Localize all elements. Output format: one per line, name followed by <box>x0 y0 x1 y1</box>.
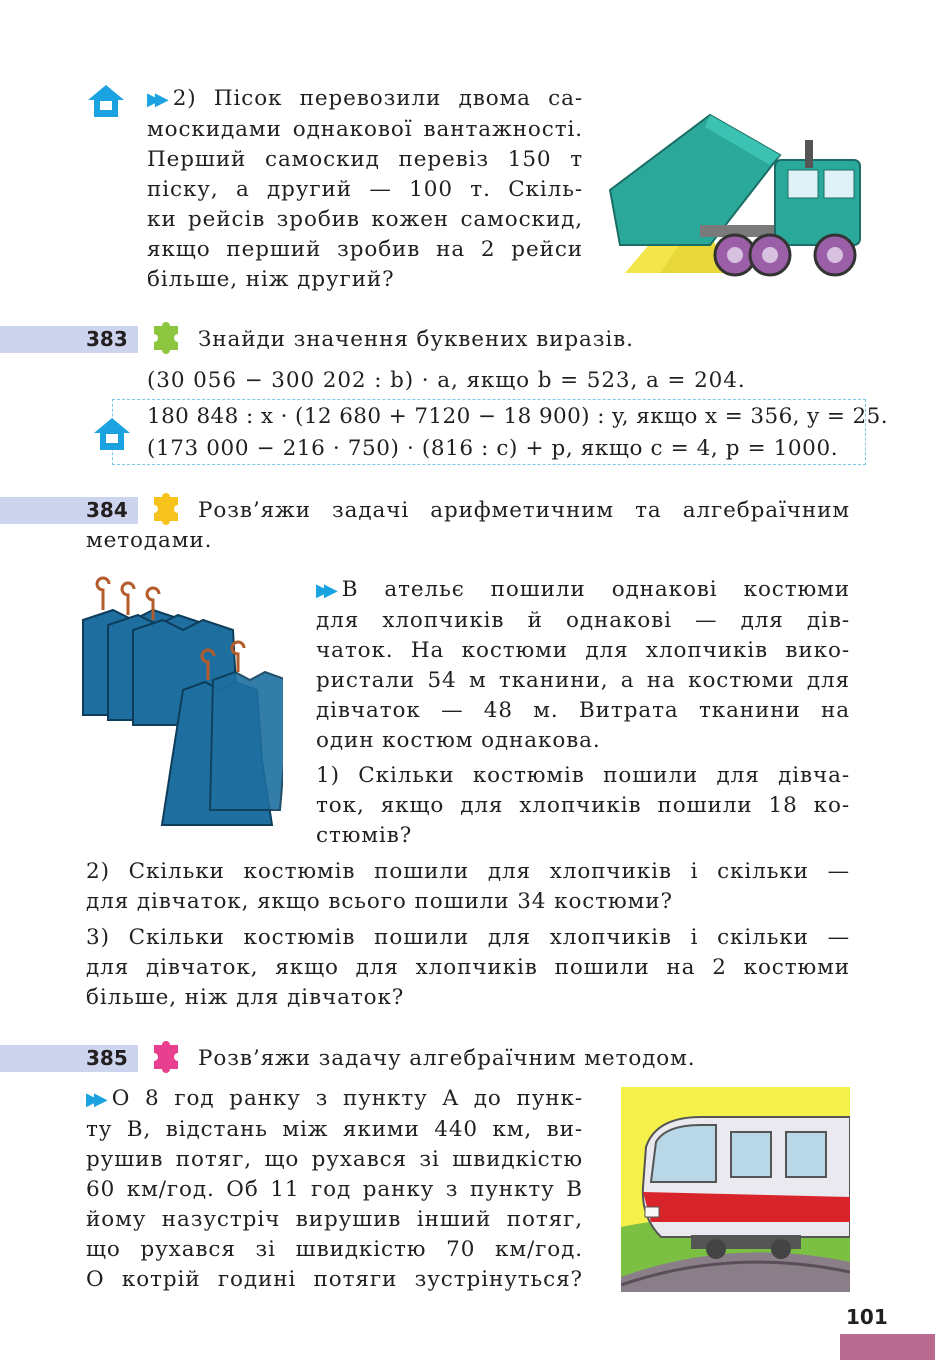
puzzle-green-icon <box>146 318 186 358</box>
task-383-expression-1: (30 056 − 300 202 : b) · a, якщо b = 523, a = 204. <box>147 368 746 393</box>
task-383-expression-3: (173 000 − 216 · 750) · (816 : c) + p, якщо c = 4, p = 1000. <box>147 436 839 461</box>
page-number: 101 <box>846 1305 888 1329</box>
dump-truck-illustration <box>600 95 865 285</box>
task-384-question-3: 3) Скільки костюмів пошили для хлопчиків і скільки — для дівчаток, якщо для хлопчиків пошили на 2 костюми більше, ніж для дівчаток? <box>86 925 850 1010</box>
task-384-title: Розв’яжи задачі арифметичним та алгебраїчним методами. <box>86 498 850 553</box>
task-385-title: Розв’яжи задачу алгебраїчним методом. <box>198 1046 696 1071</box>
double-arrow-icon: ▶▶ <box>147 89 163 110</box>
task-number: 384 <box>86 498 128 522</box>
task-383-title: Знайди значення буквених виразів. <box>198 327 634 352</box>
task-383-expression-2: 180 848 : x · (12 680 + 7120 − 18 900) : y, якщо x = 356, y = 25. <box>147 404 888 429</box>
task-384-question-1: 1) Скільки костюмів пошили для дівча- ток, якщо для хлопчиків пошили 18 ко- стюмів? <box>316 763 850 848</box>
train-illustration <box>621 1087 850 1292</box>
suits-illustration <box>78 575 283 840</box>
puzzle-pink-icon <box>146 1037 186 1077</box>
task-number: 383 <box>86 327 128 351</box>
task-2-text: ▶▶ 2) Пісок перевозили двома са- москидами однакової вантажності. Перший самоскид перевіз 150 т піску, а другий — 100 т. Скіль- ки рейсів зробив кожен самоскид, якщо перший зробив на 2 рейси більше, ніж другий? <box>147 86 583 292</box>
double-arrow-icon: ▶▶ <box>316 580 332 601</box>
task-384-intro: ▶▶ В ательє пошили однакові костюми для хлопчиків й однакові — для дів- чаток. На костюми для хлопчиків вико- ристали 54 м тканини, а на костюми для дівчаток — 48 м. Витрата тканини на один костюм однакова. <box>316 577 850 753</box>
home-icon <box>92 416 132 452</box>
task-385-text: ▶▶ О 8 год ранку з пункту A до пунк- ту B, відстань між якими 440 км, ви- рушив потяг, що рухався зі швидкістю 60 км/год. Об 11 год ранку з пункту B йому назустріч вирушив інший потяг, що рухався зі швидкістю 70 км/год. О котрій годині потяги зустрінуться? <box>86 1086 583 1292</box>
page-number-bar <box>840 1334 935 1360</box>
home-icon <box>86 83 126 119</box>
double-arrow-icon: ▶▶ <box>86 1089 102 1110</box>
task-number: 385 <box>86 1046 128 1070</box>
task-384-question-2: 2) Скільки костюмів пошили для хлопчиків і скільки — для дівчаток, якщо всього пошили 34 костюми? <box>86 859 850 914</box>
